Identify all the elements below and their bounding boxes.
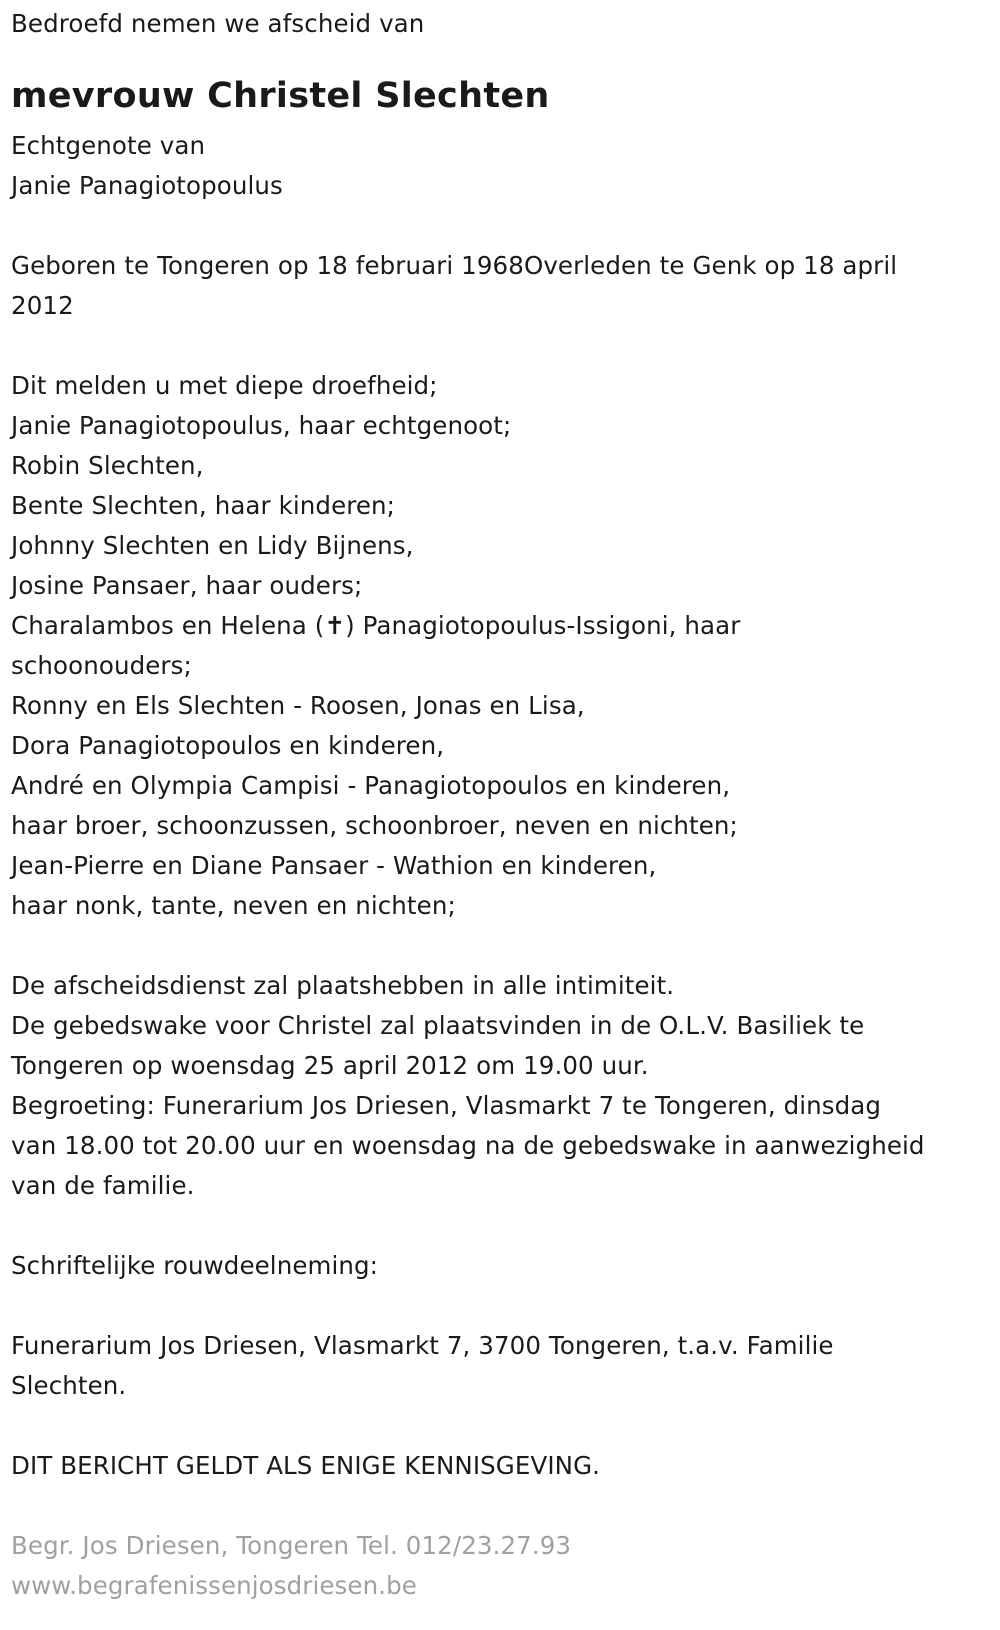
undertaker-website[interactable]: www.begrafenissenjosdriesen.be	[11, 1571, 417, 1600]
family-line: Charalambos en Helena (✝) Panagiotopoulus-Issigoni, haar	[11, 611, 741, 640]
condolence-address-line: Funerarium Jos Driesen, Vlasmarkt 7, 3700 Tongeren, t.a.v. Familie	[11, 1331, 834, 1360]
death-year: 2012	[11, 291, 74, 320]
family-line: Janie Panagiotopoulus, haar echtgenoot;	[11, 411, 512, 440]
notice-text: DIT BERICHT GELDT ALS ENIGE KENNISGEVING.	[11, 1451, 601, 1480]
family-line: Josine Pansaer, haar ouders;	[11, 571, 363, 600]
family-line: Robin Slechten,	[11, 451, 204, 480]
family-line: Dit melden u met diepe droefheid;	[11, 371, 438, 400]
undertaker-contact: Begr. Jos Driesen, Tongeren Tel. 012/23.27.93	[11, 1531, 572, 1560]
service-details	[11, 966, 989, 1206]
family-list	[11, 366, 989, 926]
condolence-address-line: Slechten.	[11, 1371, 127, 1400]
service-line: Begroeting: Funerarium Jos Driesen, Vlasmarkt 7 te Tongeren, dinsdag	[11, 1091, 882, 1120]
condolence-label: Schriftelijke rouwdeelneming:	[11, 1251, 379, 1280]
family-line: Ronny en Els Slechten - Roosen, Jonas en Lisa,	[11, 691, 585, 720]
family-line: Johnny Slechten en Lidy Bijnens,	[11, 531, 414, 560]
family-line: Jean-Pierre en Diane Pansaer - Wathion en kinderen,	[11, 851, 657, 880]
service-line: De afscheidsdienst zal plaatshebben in alle intimiteit.	[11, 971, 675, 1000]
family-line: haar broer, schoonzussen, schoonbroer, neven en nichten;	[11, 811, 738, 840]
spouse-name: Janie Panagiotopoulus	[11, 171, 283, 200]
family-line: schoonouders;	[11, 651, 192, 680]
family-line: Bente Slechten, haar kinderen;	[11, 491, 396, 520]
family-line: Dora Panagiotopoulos en kinderen,	[11, 731, 445, 760]
birth-text: Geboren te Tongeren op 18 februari 1968	[11, 251, 524, 280]
service-line: De gebedswake voor Christel zal plaatsvinden in de O.L.V. Basiliek te	[11, 1011, 865, 1040]
service-line: van 18.00 tot 20.00 uur en woensdag na de gebedswake in aanwezigheid	[11, 1131, 925, 1160]
family-line: haar nonk, tante, neven en nichten;	[11, 891, 456, 920]
spacer	[11, 1286, 989, 1326]
spacer	[11, 1486, 989, 1526]
family-line: André en Olympia Campisi - Panagiotopoulos en kinderen,	[11, 771, 731, 800]
spacer	[11, 206, 989, 246]
intro-text: Bedroefd nemen we afscheid van	[11, 9, 425, 38]
spacer	[11, 1206, 989, 1246]
deceased-name: mevrouw Christel Slechten	[11, 76, 550, 116]
death-text: Overleden te Genk op 18 april	[523, 251, 898, 280]
service-line: van de familie.	[11, 1171, 195, 1200]
birth-death-line	[11, 246, 989, 286]
service-line: Tongeren op woensdag 25 april 2012 om 19.00 uur.	[11, 1051, 649, 1080]
spacer	[11, 1406, 989, 1446]
spacer	[11, 926, 989, 966]
spouse-label: Echtgenote van	[11, 131, 206, 160]
spacer	[11, 326, 989, 366]
